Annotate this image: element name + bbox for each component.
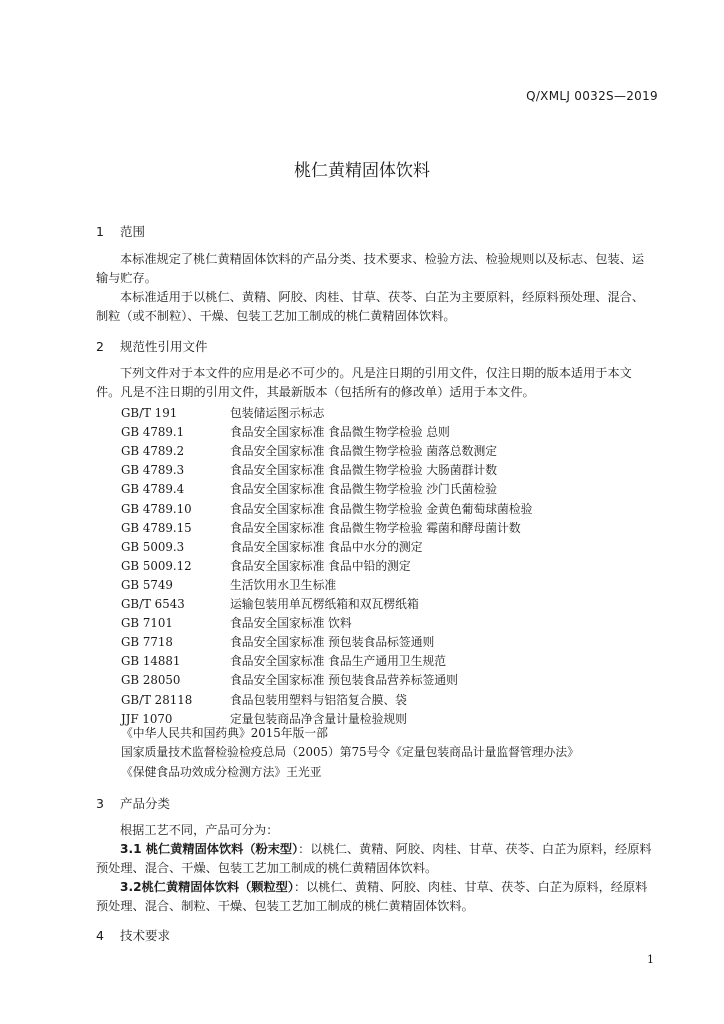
reference-code: GB 5009.3: [121, 539, 185, 554]
reference-title: 定量包装商品净含量计量检验规则: [230, 711, 407, 726]
product-type-text: ：以桃仁、黄精、阿胶、肉桂、甘草、茯苓、白芷为原料，经原料预处理、混合、制粒、干燥、包装工艺加工制成的桃仁黄精固体饮料。: [96, 880, 648, 913]
reference-code: GB 7101: [121, 616, 173, 631]
reference-row: [121, 557, 411, 576]
section-title: 范围: [120, 224, 146, 239]
product-type-item: [96, 878, 656, 916]
reference-row: [121, 500, 532, 519]
reference-code: GB 4789.1: [121, 425, 185, 440]
reference-title: 食品安全国家标准 预包装食品营养标签通则: [230, 673, 458, 688]
section-number: 4: [96, 928, 104, 943]
reference-code: GB 4789.3: [121, 463, 185, 478]
extra-reference: 《中华人民共和国药典》2015年版一部: [121, 726, 328, 740]
reference-row: [121, 671, 458, 690]
reference-code: GB 28050: [121, 673, 181, 688]
section-4-heading: [96, 926, 170, 944]
section-3-intro: 根据工艺不同，产品可分为：: [120, 823, 279, 837]
reference-code: GB 4789.2: [121, 444, 185, 459]
section-title: 技术要求: [120, 928, 171, 943]
reference-code: GB 7718: [121, 635, 173, 650]
reference-code: GB 5009.12: [121, 558, 192, 573]
section-number: 1: [96, 224, 104, 239]
reference-row: [121, 480, 497, 499]
reference-code: GB 4789.4: [121, 482, 185, 497]
reference-row: [121, 442, 497, 461]
document-title: 桃仁黄精固体饮料: [294, 161, 430, 181]
reference-title: 包装储运图示标志: [230, 406, 325, 420]
reference-code: GB/T 191: [121, 406, 178, 420]
reference-code: GB 5749: [121, 577, 173, 592]
product-type-label: 3.2桃仁黄精固体饮料（颗粒型）: [120, 880, 294, 894]
reference-code: GB 4789.10: [121, 501, 192, 516]
reference-title: 食品安全国家标准 饮料: [230, 616, 352, 631]
reference-title: 食品安全国家标准 预包装食品标签通则: [230, 635, 435, 650]
section-1-paragraph-2: 本标准适用于以桃仁、黄精、阿胶、肉桂、甘草、茯苓、白芷为主要原料，经原料预处理、混合、制粒（或不制粒）、干燥、包装工艺加工制成的桃仁黄精固体饮料。: [96, 290, 645, 323]
reference-title: 食品安全国家标准 食品微生物学检验 金黄色葡萄球菌检验: [230, 501, 533, 516]
reference-code: GB 4789.15: [121, 520, 192, 535]
section-number: 2: [96, 339, 104, 354]
reference-row: [121, 691, 407, 710]
reference-row: [121, 461, 497, 480]
reference-title: 食品安全国家标准 食品微生物学检验 菌落总数测定: [230, 444, 498, 459]
reference-row: [121, 519, 521, 538]
reference-title: 食品安全国家标准 食品生产通用卫生规范: [230, 654, 447, 669]
reference-row: [121, 633, 434, 652]
page-number: 1: [647, 953, 654, 966]
extra-reference: 国家质量技术监督检验检疫总局（2005）第75号令《定量包装商品计量监督管理办法》: [121, 745, 579, 759]
reference-row: [121, 576, 336, 595]
reference-title: 食品安全国家标准 食品中铅的测定: [230, 558, 411, 573]
reference-title: 食品安全国家标准 食品微生物学检验 霉菌和酵母菌计数: [230, 520, 521, 535]
reference-code: JJF 1070: [121, 711, 173, 726]
section-title: 规范性引用文件: [120, 339, 208, 354]
extra-reference: 《保健食品功效成分检测方法》王光亚: [121, 765, 322, 779]
reference-title: 食品安全国家标准 食品微生物学检验 大肠菌群计数: [230, 463, 498, 478]
reference-title: 运输包装用单瓦楞纸箱和双瓦楞纸箱: [230, 597, 419, 611]
section-1-heading: [96, 222, 145, 240]
section-1-paragraph-1: 本标准规定了桃仁黄精固体饮料的产品分类、技术要求、检验方法、检验规则以及标志、包装、运输与贮存。: [96, 252, 645, 285]
reference-row: [121, 652, 446, 671]
reference-title: 生活饮用水卫生标准: [230, 577, 337, 592]
section-number: 3: [96, 796, 104, 811]
reference-title: 食品安全国家标准 食品中水分的测定: [230, 539, 423, 554]
reference-code: GB/T 28118: [121, 692, 193, 707]
section-2-heading: [96, 337, 208, 355]
reference-row: [121, 423, 450, 442]
reference-title: 食品安全国家标准 食品微生物学检验 总则: [230, 425, 450, 440]
reference-row: [121, 614, 352, 633]
reference-title: 食品安全国家标准 食品微生物学检验 沙门氏菌检验: [230, 482, 498, 497]
reference-row: [121, 404, 324, 423]
reference-row: [121, 595, 419, 614]
section-title: 产品分类: [120, 796, 171, 811]
product-type-label: 3.1 桃仁黄精固体饮料（粉末型）: [120, 842, 299, 856]
product-type-item: [96, 840, 656, 878]
reference-row: [121, 538, 423, 557]
reference-code: GB 14881: [121, 654, 181, 669]
reference-code: GB/T 6543: [121, 597, 185, 611]
section-3-heading: [96, 794, 170, 812]
product-type-text: ：以桃仁、黄精、阿胶、肉桂、甘草、茯苓、白芷为原料，经原料预处理、混合、干燥、包装工艺加工制成的桃仁黄精固体饮料。: [96, 842, 652, 875]
section-2-intro: 下列文件对于本文件的应用是必不可少的。凡是注日期的引用文件，仅注日期的版本适用于本文件。凡是不注日期的引用文件，其最新版本（包括所有的修改单）适用于本文件。: [96, 366, 632, 399]
reference-title: 食品包装用塑料与铝箔复合膜、袋: [230, 692, 407, 707]
standard-number: Q/XMLJ 0032S—2019: [526, 89, 658, 103]
